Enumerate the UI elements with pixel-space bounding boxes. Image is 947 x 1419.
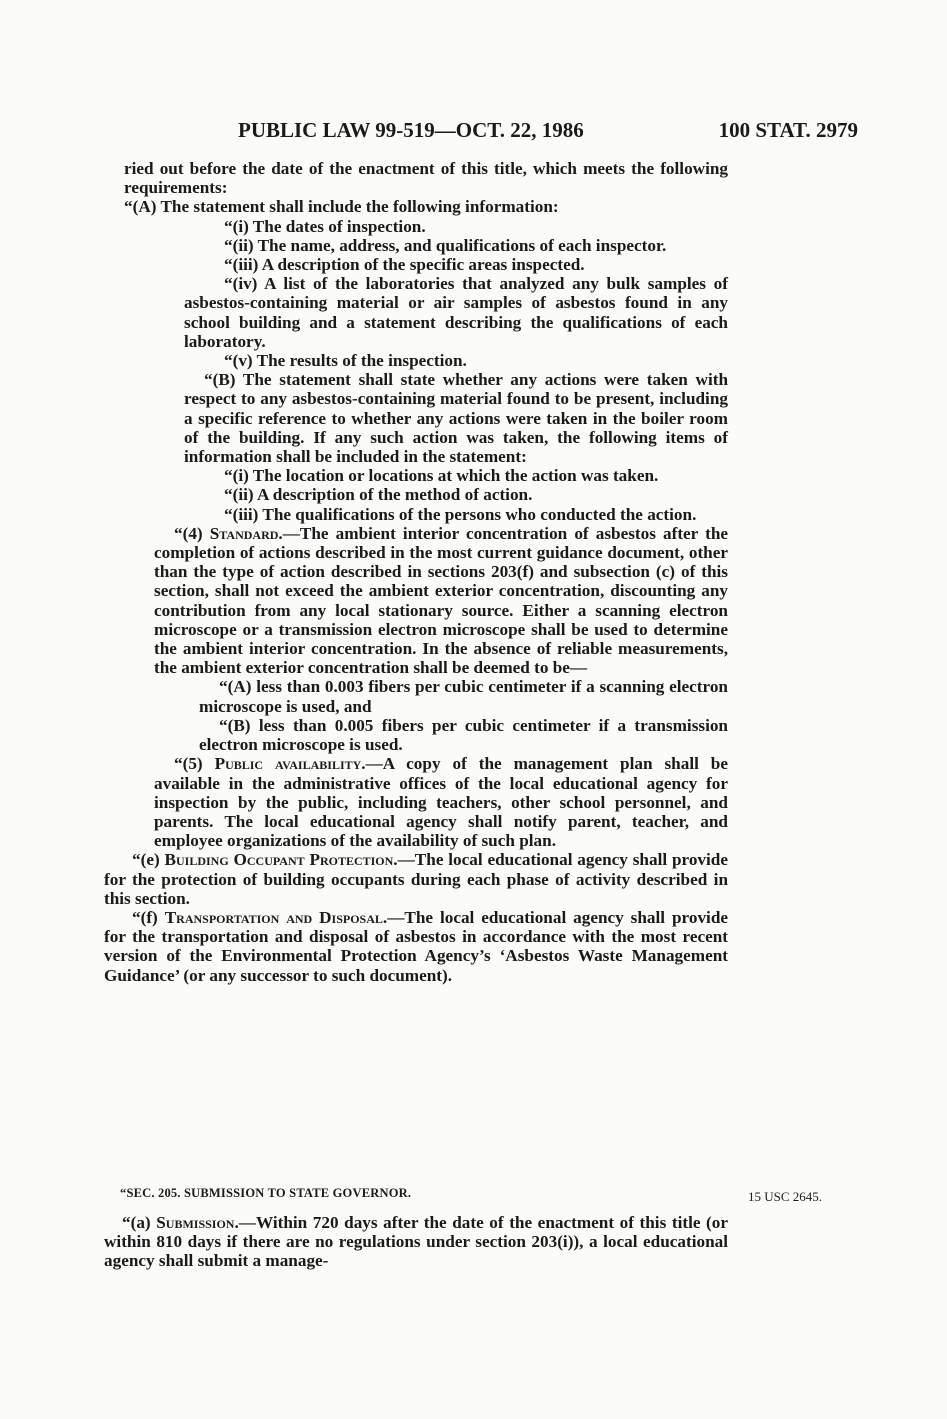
- paragraph: “(A) The statement shall include the following information:: [124, 197, 559, 217]
- paragraph-heading: Public availability.: [214, 754, 366, 774]
- law-citation: PUBLIC LAW 99-519—OCT. 22, 1986: [238, 118, 584, 142]
- paragraph: “(B) less than 0.005 fibers per cubic centimeter if a transmission electron microscope is used.: [199, 715, 728, 755]
- paragraph: “(A) less than 0.003 fibers per cubic centimeter if a scanning electron microscope is used, and: [199, 677, 728, 716]
- paragraph: “(iii) The qualifications of the persons who conducted the action.: [224, 504, 697, 524]
- paragraph: “(iii) A description of the specific areas inspected.: [224, 255, 585, 275]
- paragraph: “(a) Submission.—Within 720 days after the date of the enactment of this title (or within 810 days if there are no regulations under section 203(i)), a local educational agency shall submit a manage-: [104, 1213, 728, 1271]
- section-body-text: [104, 1213, 728, 1271]
- paragraph: “(ii) The name, address, and qualifications of each inspector.: [224, 235, 667, 255]
- paragraph: “(iv) A list of the laboratories that analyzed any bulk samples of asbestos-containing material or air samples of asbestos found in any school building and a statement describing the qualifications of each laboratory.: [184, 274, 728, 351]
- paragraph: “(ii) A description of the method of action.: [224, 485, 533, 505]
- paragraph: ried out before the date of the enactment of this title, which meets the following requirements:: [124, 159, 728, 198]
- paragraph: “(e) Building Occupant Protection.—The local educational agency shall provide for the protection of building occupants during each phase of activity described in this section.: [104, 850, 728, 908]
- stat-page-reference: 100 STAT. 2979: [718, 118, 858, 142]
- paragraph: “(f) Transportation and Disposal.—The local educational agency shall provide for the transportation and disposal of asbestos in accordance with the most recent version of the Environmental Protection Agency’s ‘Asbestos Waste Management Guidance’ (or any successor to such document).: [104, 907, 729, 985]
- usc-margin-note: 15 USC 2645.: [748, 1189, 823, 1204]
- paragraph: “(v) The results of the inspection.: [224, 351, 467, 371]
- paragraph: “(B) The statement shall state whether any actions were taken with respect to any asbestos-containing material found to be present, including a specific reference to whether any actions were taken in the boiler room of the building. If any such action was taken, the following items of information shall be included in the statement:: [184, 370, 728, 467]
- section-heading: “SEC. 205. SUBMISSION TO STATE GOVERNOR.: [120, 1186, 412, 1200]
- paragraph: “(5) Public availability.—A copy of the management plan shall be available in the administrative offices of the local educational agency for inspection by the public, including teachers, other school personnel, and parents. The local educational agency shall notify parent, teacher, and employee organizations of the availability of such plan.: [154, 754, 728, 851]
- paragraph: “(4) Standard.—The ambient interior concentration of asbestos after the completion of actions described in the most current guidance document, other than the type of action described in sections 203(f) and subsection (c) of this section, shall not exceed the ambient exterior concentration, discounting any contribution from any local stationary source. Either a scanning electron microscope or a transmission electron microscope shall be used to determine the ambient interior concentration. In the absence of reliable measurements, the ambient exterior concentration shall be deemed to be—: [154, 523, 729, 678]
- paragraph-heading: Standard.: [209, 523, 283, 543]
- paragraph-heading: Building Occupant Protection.: [164, 850, 398, 870]
- page-header: [238, 118, 858, 144]
- paragraph: “(i) The location or locations at which the action was taken.: [224, 466, 659, 486]
- paragraph-heading: Submission.: [156, 1213, 239, 1232]
- body-text: [104, 159, 728, 985]
- paragraph-heading: Transportation and Disposal.: [164, 907, 388, 927]
- paragraph: “(i) The dates of inspection.: [224, 216, 426, 236]
